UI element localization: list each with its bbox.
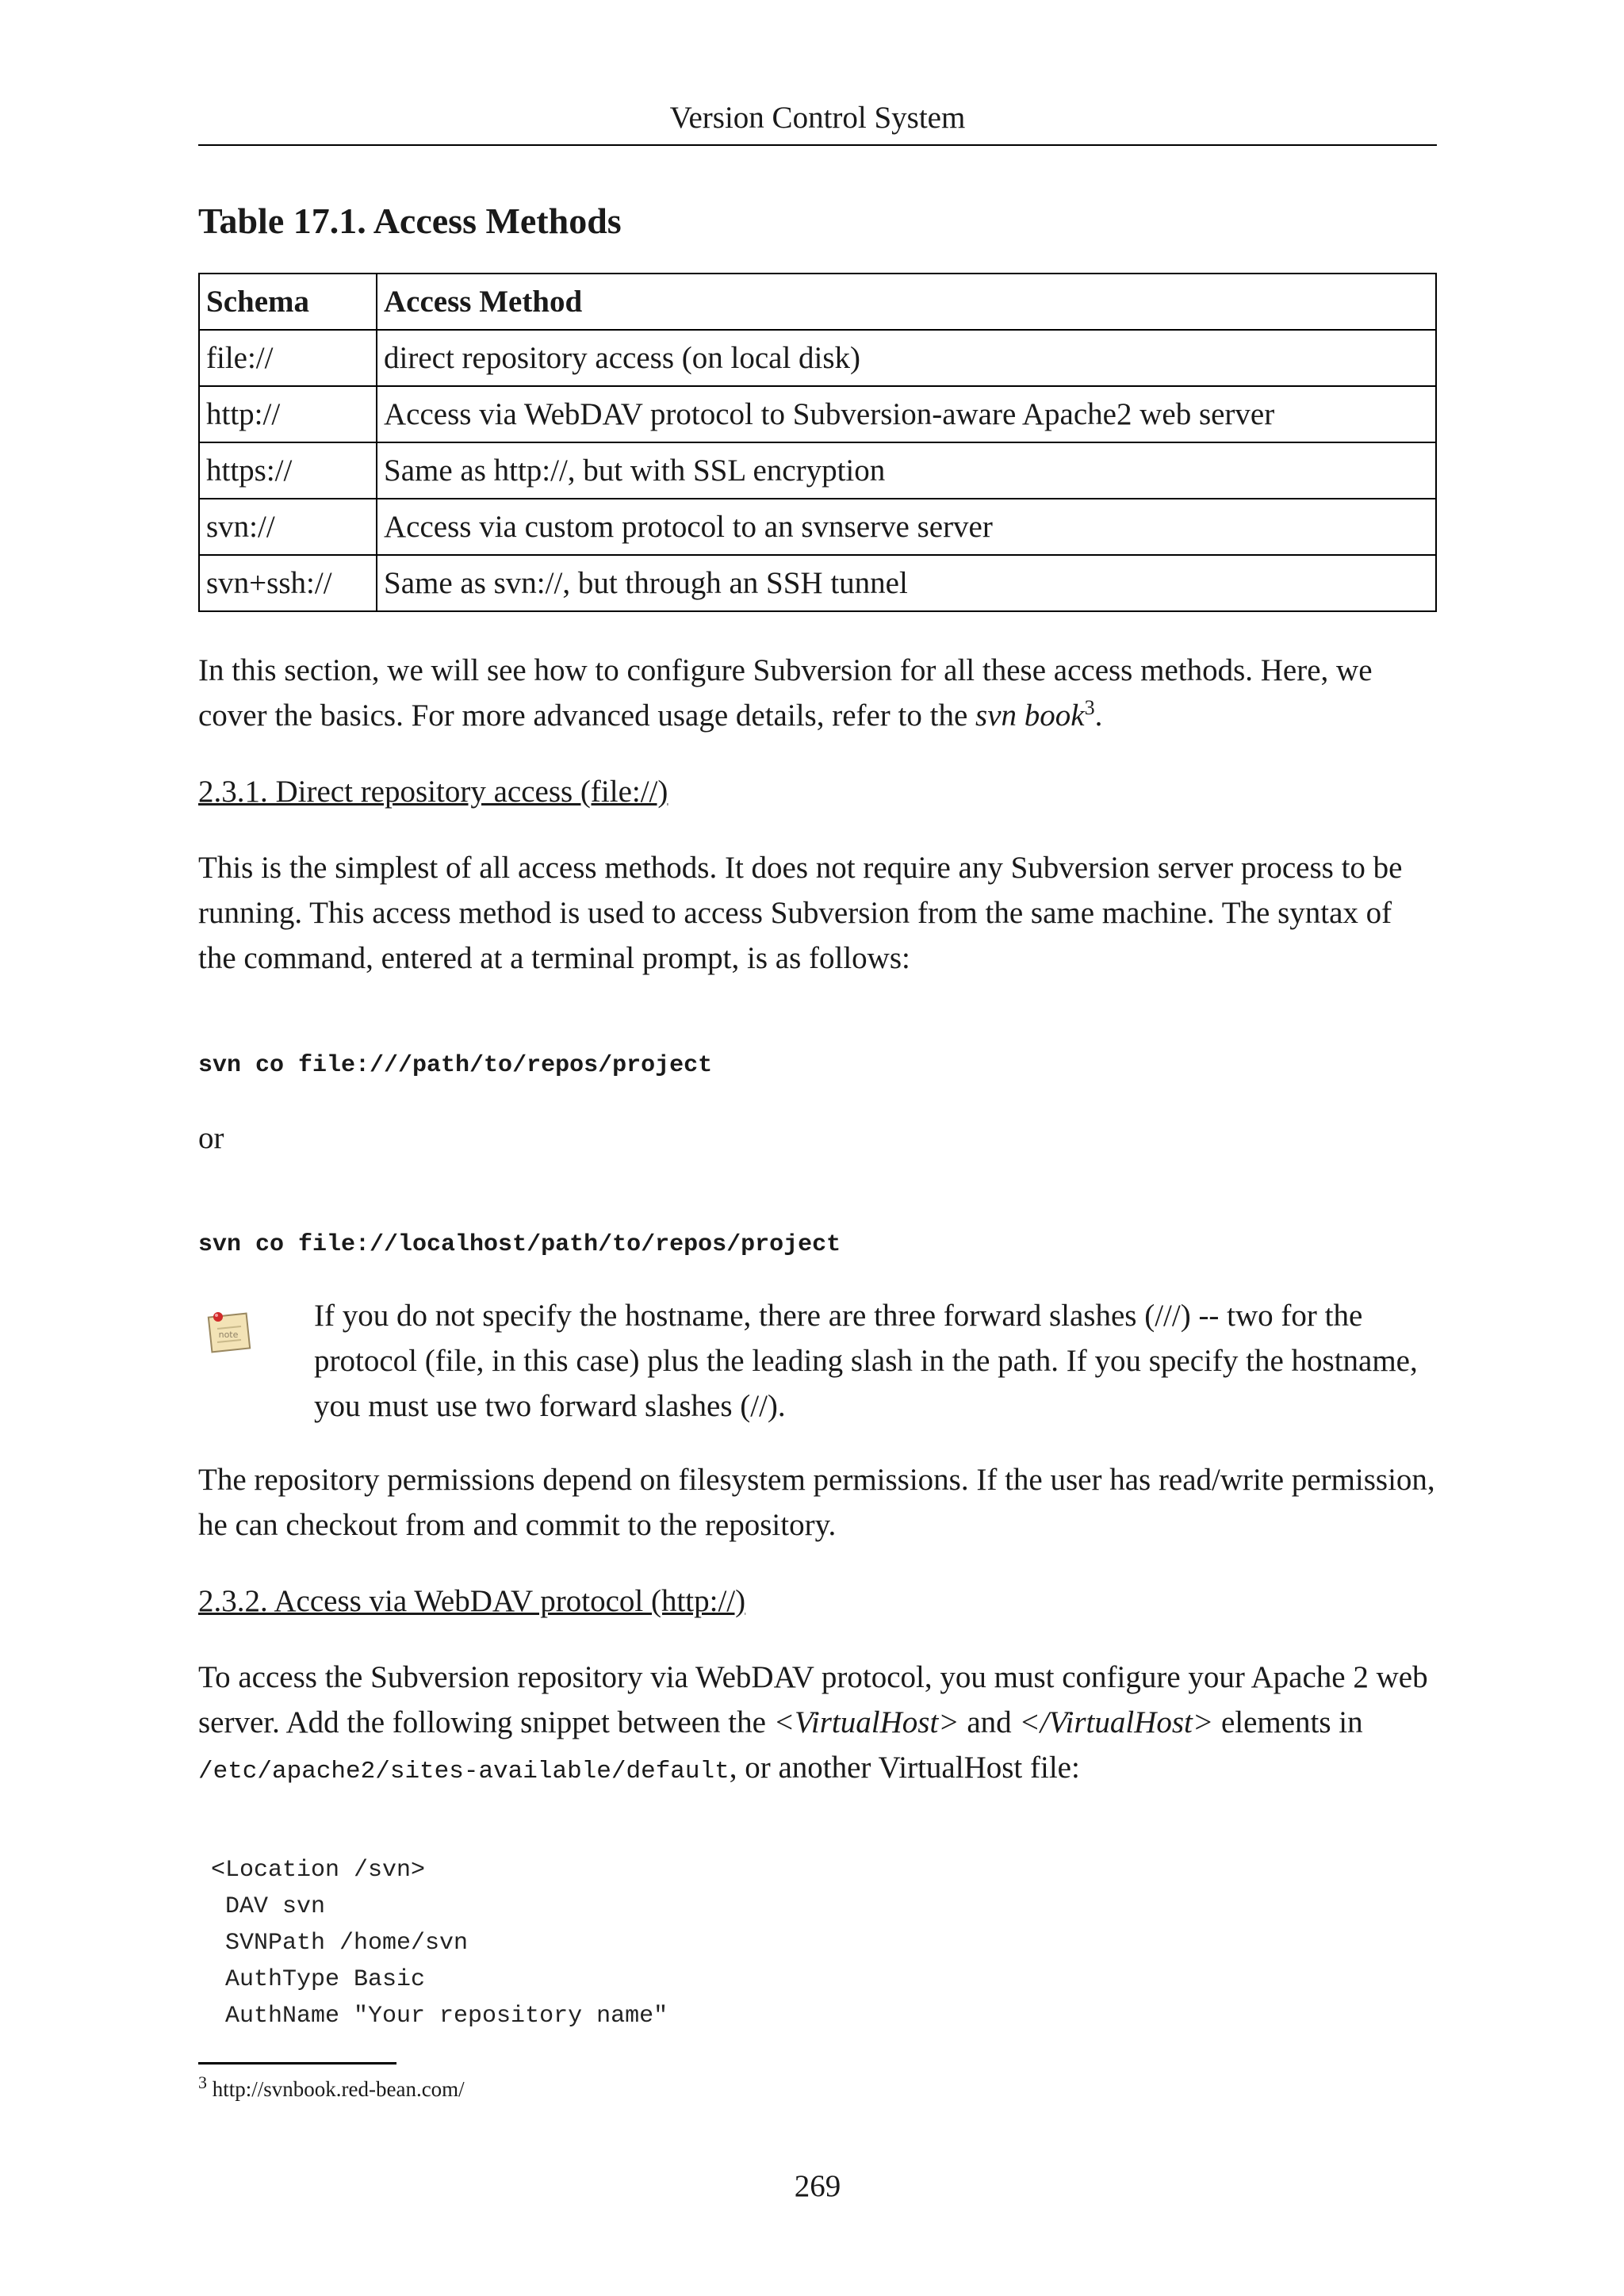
webdav-end: , or another VirtualHost file: [729,1751,1080,1785]
permissions-paragraph: The repository permissions depend on filesystem permissions. If the user has read/write permission, he can checkout from and commit to the repository. [198,1463,1435,1542]
virtualhost-close: </VirtualHost> [1019,1705,1214,1739]
footnote-url[interactable]: http://svnbook.red-bean.com/ [212,2077,465,2101]
virtualhost-open: <VirtualHost> [773,1705,959,1739]
schema-cell: https:// [199,442,377,499]
section-heading-direct-access: 2.3.1. Direct repository access (file://) [198,775,668,809]
footnote-number: 3 [198,2072,207,2092]
section-heading-webdav: 2.3.2. Access via WebDAV protocol (http://) [198,1584,746,1618]
table-row [199,442,1436,499]
footnote [198,2072,465,2103]
note-text: If you do not specify the hostname, there are three forward slashes (///) -- two for the protocol (file, in this case) plus the leading slash in the path. If you specify the hostname, you must use two forward slashes (//). [314,1299,1418,1423]
access-method-cell: Same as http://, but with SSL encryption [377,442,1436,499]
config-file-path: /etc/apache2/sites-available/default [198,1758,730,1785]
schema-cell: http:// [199,386,377,442]
column-header-access-method: Access Method [377,274,1436,330]
table-row [199,386,1436,442]
access-method-cell: direct repository access (on local disk) [377,330,1436,386]
table-row [199,499,1436,555]
direct-access-paragraph: This is the simplest of all access methods. It does not require any Subversion server process to be running. This access method is used to access Subversion from the same machine. The syntax of the command, entered at a terminal prompt, is as follows: [198,851,1403,975]
webdav-and: and [959,1705,1020,1739]
note-icon [205,1308,254,1357]
footnote-divider [198,2062,396,2064]
svg-text:note: note [218,1330,239,1340]
or-text: or [198,1121,224,1155]
command-file-path: svn co file:///path/to/repos/project [198,1052,713,1079]
footnote-ref[interactable]: 3 [1084,696,1095,719]
webdav-text: To access the Subversion repository via WebDAV protocol, you must configure your Apache 2 web server. Add the following snippet between the [198,1660,1428,1739]
access-method-cell: Same as svn://, but through an SSH tunnel [377,555,1436,611]
table-row [199,330,1436,386]
intro-paragraph [198,648,1437,738]
access-method-cell: Access via WebDAV protocol to Subversion-aware Apache2 web server [377,386,1436,442]
webdav-paragraph [198,1655,1437,1794]
intro-period: . [1094,698,1103,733]
table-header-row [199,274,1436,330]
column-header-schema: Schema [199,274,377,330]
access-methods-table [198,273,1437,612]
document-page [198,0,1437,2296]
page-number: 269 [794,2169,841,2203]
table-title: Table 17.1. Access Methods [198,201,622,241]
schema-cell: file:// [199,330,377,386]
table-row [199,555,1436,611]
schema-cell: svn+ssh:// [199,555,377,611]
running-header: Version Control System [198,100,1437,146]
access-method-cell: Access via custom protocol to an svnserve server [377,499,1436,555]
apache-config-snippet: <Location /svn> DAV svn SVNPath /home/svn AuthType Basic AuthName "Your repository name" [211,1857,668,2030]
intro-text: In this section, we will see how to configure Subversion for all these access methods. Here, we cover the basics. For more advanced usage details, refer to the [198,653,1373,733]
svn-book-link[interactable]: svn book [975,698,1085,733]
webdav-elements: elements in [1213,1705,1363,1739]
schema-cell: svn:// [199,499,377,555]
command-file-localhost: svn co file://localhost/path/to/repos/project [198,1231,841,1258]
